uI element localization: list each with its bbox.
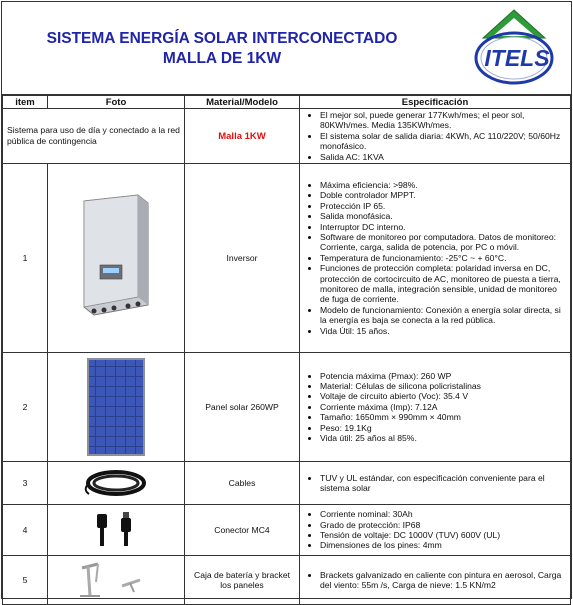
table-row-bracket <box>3 556 571 605</box>
intro-description: Sistema para uso de día y conectado a la red pública de contingencia <box>3 109 185 164</box>
material-name: Caja de batería y bracket los paneles <box>185 556 300 605</box>
col-header-material: Material/Modelo <box>185 96 300 109</box>
spec-cell <box>300 164 571 353</box>
table-row-conector <box>3 505 571 556</box>
inverter-icon <box>76 193 156 323</box>
spec-item: • Potencia máxima (Pmax): 260 WP <box>320 371 566 381</box>
itels-logo-icon <box>471 8 557 88</box>
spec-item: • Software de monitoreo por computadora. Datos de monitoreo: Corriente, carga, salida de potencia, por PC o móvil. <box>320 232 566 253</box>
document-sheet <box>1 1 572 599</box>
photo-cell <box>48 556 185 605</box>
spec-cell <box>300 556 571 605</box>
spec-item: • Funciones de protección completa: polaridad inversa en DC, protección de cortocircuito de AC, monitoreo de puesta a tierra, monitoreo de malla, integración sensible, unidad de monitoreo de fuga de corriente. <box>320 263 566 305</box>
spec-cell <box>300 353 571 462</box>
spec-item: • El sistema solar de salida diaria: 4KWh, AC 110/220V; 50/60Hz monofásico. <box>320 131 566 152</box>
item-number: 4 <box>3 505 48 556</box>
logo-text: ITELS <box>484 45 550 71</box>
document-title <box>2 29 442 69</box>
spec-item: • Vida Útil: 15 años. <box>320 326 566 336</box>
title-line-1: SISTEMA ENERGÍA SOLAR INTERCONECTADO <box>46 30 398 47</box>
bracket-icon <box>76 560 156 600</box>
material-name: Inversor <box>185 164 300 353</box>
mc4-connector-icon <box>91 510 141 550</box>
spec-item: • Modelo de funcionamiento: Conexión a energía solar directa, si la energía es baja se conecta a la red pública. <box>320 305 566 326</box>
spec-list <box>306 570 566 591</box>
photo-cell <box>48 353 185 462</box>
itels-logo <box>471 8 557 88</box>
spec-list <box>306 180 566 336</box>
col-header-foto: Foto <box>48 96 185 109</box>
spec-item: • Brackets galvanizado en caliente con pintura en aerosol, Carga del viento: 55m /s, Carga de nieve: 1.5 KN/m2 <box>320 570 566 591</box>
table-row-cables <box>3 462 571 505</box>
spec-item: • Tamaño: 1650mm × 990mm × 40mm <box>320 412 566 422</box>
spec-item: • Vida útil: 25 años al 85%. <box>320 433 566 443</box>
spec-item: • Protección IP 65. <box>320 201 566 211</box>
spec-item: • Tensión de voltaje: DC 1000V (TUV) 600V (UL) <box>320 530 566 540</box>
title-line-2: MALLA DE 1KW <box>162 50 282 67</box>
solar-panel-icon <box>86 357 146 457</box>
spec-item: • El mejor sol, puede generar 177Kwh/mes; el peor sol, 80KWh/mes. Media 135KWh/mes. <box>320 110 566 131</box>
spec-cell <box>300 462 571 505</box>
spec-item: • Salida monofásica. <box>320 211 566 221</box>
spec-item: • Máxima eficiencia: >98%. <box>320 180 566 190</box>
spec-item: • Doble controlador MPPT. <box>320 190 566 200</box>
spec-item: • Salida AC: 1KVA <box>320 152 566 162</box>
spec-item: • Corriente máxima (Imp): 7.12A <box>320 402 566 412</box>
spec-item: • Corriente nominal: 30Ah <box>320 509 566 519</box>
material-name: Panel solar 260WP <box>185 353 300 462</box>
spec-list <box>306 509 566 551</box>
spec-cell <box>300 505 571 556</box>
photo-cell <box>48 164 185 353</box>
table-row-inversor <box>3 164 571 353</box>
document-header <box>2 2 571 95</box>
spec-item: • Voltaje de circuito abierto (Voc): 35.4 V <box>320 391 566 401</box>
spec-item: • Grado de protección: IP68 <box>320 520 566 530</box>
spec-list <box>306 473 566 494</box>
item-number: 3 <box>3 462 48 505</box>
col-header-spec: Especificación <box>300 96 571 109</box>
intro-spec-cell <box>300 109 571 164</box>
spec-item: • TUV y UL estándar, con especificación conveniente para el sistema solar <box>320 473 566 494</box>
material-name: Conector MC4 <box>185 505 300 556</box>
col-header-item: item <box>3 96 48 109</box>
specification-table <box>2 95 571 605</box>
cable-coil-icon <box>83 468 149 498</box>
intro-spec-list <box>306 110 566 162</box>
spec-list <box>306 371 566 444</box>
spec-item: • Temperatura de funcionamiento: -25°C ~ + 60°C. <box>320 253 566 263</box>
item-number: 5 <box>3 556 48 605</box>
item-number: 2 <box>3 353 48 462</box>
table-row-intro <box>3 109 571 164</box>
table-row-panel-solar <box>3 353 571 462</box>
spec-item: • Dimensiones de los pines: 4mm <box>320 540 566 550</box>
photo-cell <box>48 462 185 505</box>
spec-item: • Interruptor DC interno. <box>320 222 566 232</box>
table-header-row <box>3 96 571 109</box>
spec-item: • Material: Células de silicona policristalinas <box>320 381 566 391</box>
spec-item: • Peso: 19.1Kg <box>320 423 566 433</box>
photo-cell <box>48 505 185 556</box>
material-name: Cables <box>185 462 300 505</box>
item-number: 1 <box>3 164 48 353</box>
intro-model: Malla 1KW <box>185 109 300 164</box>
